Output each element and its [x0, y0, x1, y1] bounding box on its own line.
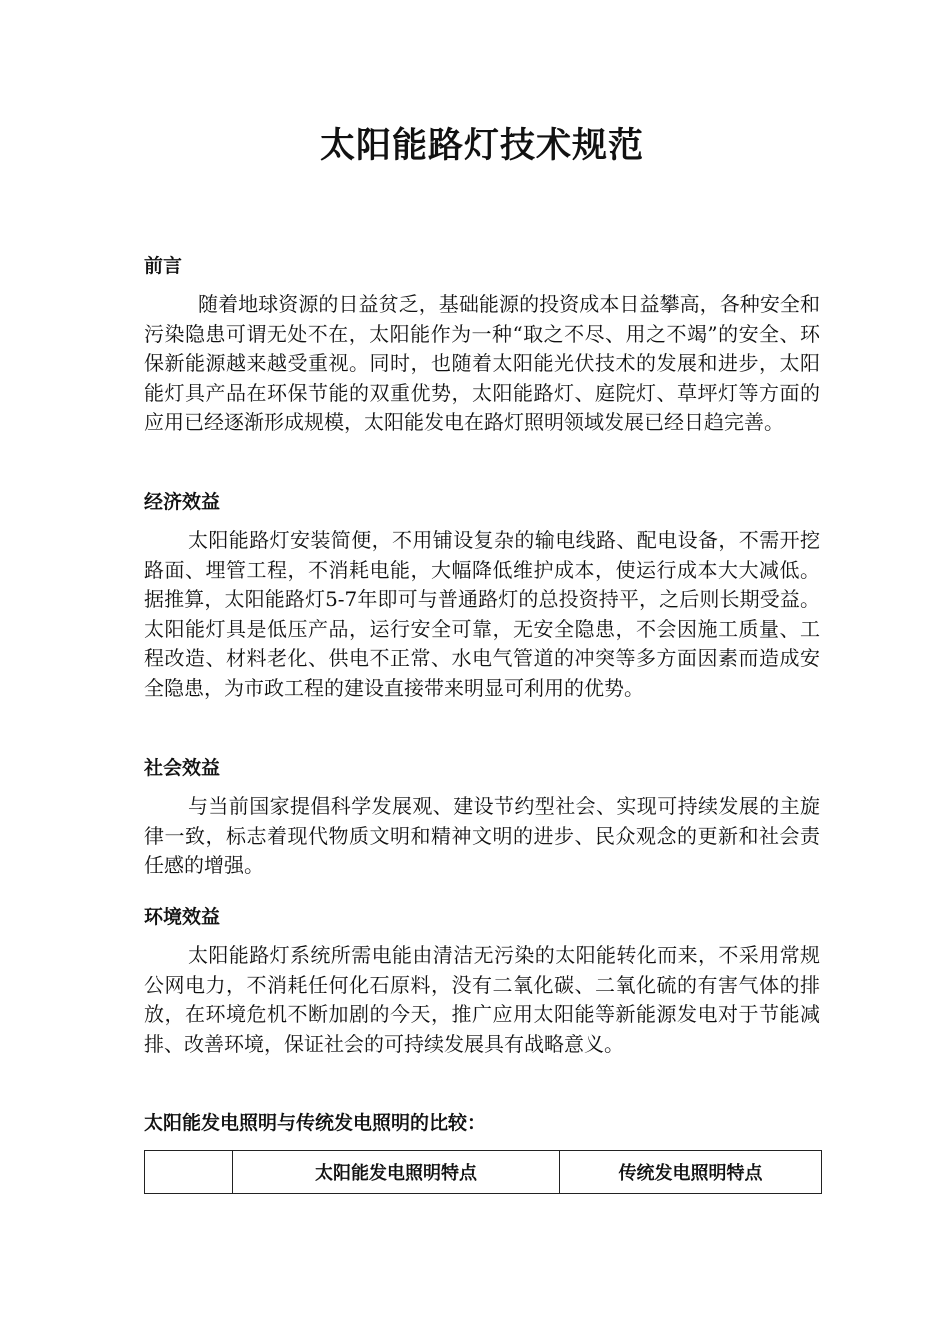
comparison-table — [144, 1150, 822, 1194]
section-heading-social: 社会效益 — [144, 757, 221, 779]
section-text-social: 与当前国家提倡科学发展观、建设节约型社会、实现可持续发展的主旋律一致，标志着现代物质文明和精神文明的进步、民众观念的更新和社会责任感的增强。 — [144, 794, 820, 877]
section-text-preface: 随着地球资源的日益贫乏，基础能源的投资成本日益攀高，各种安全和污染隐患可谓无处不在，太阳能作为一种“取之不尽、用之不竭”的安全、环保新能源越来越受重视。同时，也随着太阳能光伏技术的发展和进步，太阳能灯具产品在环保节能的双重优势，太阳能路灯、庭院灯、草坪灯等方面的应用已经逐渐形成规模，太阳能发电在路灯照明领域发展已经日趋完善。 — [144, 292, 820, 434]
table-header-solar: 太阳能发电照明特点 — [233, 1151, 560, 1194]
section-heading-economic: 经济效益 — [144, 491, 221, 513]
section-heading-environment: 环境效益 — [144, 906, 221, 928]
section-heading-preface: 前言 — [144, 255, 183, 277]
section-text-economic: 太阳能路灯安装简便，不用铺设复杂的输电线路、配电设备，不需开挖路面、埋管工程，不消耗电能，大幅降低维护成本，使运行成本大大减低。据推算，太阳能路灯5-7年即可与普通路灯的总投资持平，之后则长期受益。太阳能灯具是低压产品，运行安全可靠，无安全隐患，不会因施工质量、工程改造、材料老化、供电不正常、水电气管道的冲突等多方面因素而造成安全隐患，为市政工程的建设直接带来明显可利用的优势。 — [144, 528, 820, 700]
section-text-environment: 太阳能路灯系统所需电能由清洁无污染的太阳能转化而来，不采用常规公网电力，不消耗任何化石原料，没有二氧化碳、二氧化硫的有害气体的排放，在环境危机不断加剧的今天，推广应用太阳能等新能源发电对于节能减排、改善环境，保证社会的可持续发展具有战略意义。 — [144, 943, 820, 1056]
table-header-row — [145, 1151, 822, 1194]
table-header-blank — [145, 1151, 233, 1194]
comparison-heading: 太阳能发电照明与传统发电照明的比较： — [144, 1112, 487, 1134]
document-title: 太阳能路灯技术规范 — [319, 126, 644, 166]
table-header-traditional: 传统发电照明特点 — [560, 1151, 822, 1194]
